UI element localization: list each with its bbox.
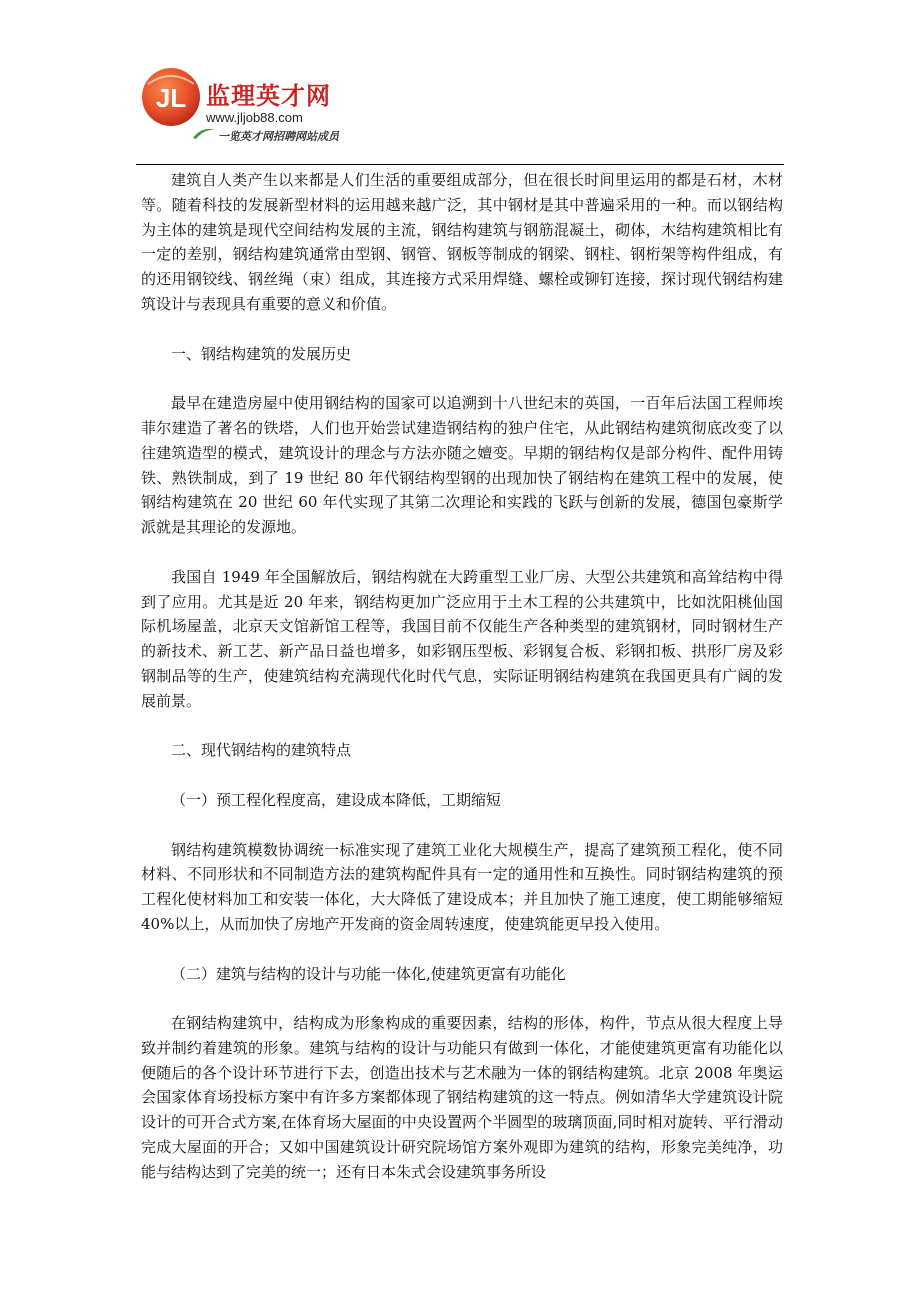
section-1-paragraph-1: 最早在建造房屋中使用钢结构的国家可以追溯到十八世纪末的英国，一百年后法国工程师埃菲尔建造了著名的铁塔，人们也开始尝试建造钢结构的独户住宅，从此钢结构建筑彻底改变了以往建筑造型的模式，建筑设计的理念与方法亦随之嬗变。早期的钢结构仅是部分构件、配件用铸铁、熟铁制成，到了 19 世纪 80 年代钢结构型钢的出现加快了钢结构在建筑工程中的发展，使钢结构建筑在 20 世纪 60 年代实现了其第二次理论和实践的飞跃与创新的发展，德国包豪斯学派就是其理论的发源地。 bbox=[141, 394, 783, 537]
section-1-heading: 一、钢结构建筑的发展历史 bbox=[171, 344, 352, 363]
subsection-1-heading: （一）预工程化程度高，建设成本降低，工期缩短 bbox=[171, 790, 502, 809]
site-logo[interactable] bbox=[140, 66, 380, 146]
subsection-2-paragraph: 在钢结构建筑中，结构成为形象构成的重要因素，结构的形体，构件，节点从很大程度上导致并制约着建筑的形象。建筑与结构的设计与功能只有做到一体化，才能使建筑更富有功能化以便随后的各个设计环节进行下去，创造出技术与艺术融为一体的钢结构建筑。北京 2008 年奥运会国家体育场投标方案中有许多方案都体现了钢结构建筑的这一特点。例如清华大学建筑设计院设计的可开合式方案,在体育场大屋面的中央设置两个半圆型的玻璃顶面,同时相对旋转、平行滑动完成大屋面的开合；又如中国建筑设计研究院场馆方案外观即为建筑的结构，形象完美纯净，功能与结构达到了完美的统一；还有日本朱式会设建筑事务所设 bbox=[141, 1014, 783, 1181]
logo-mark-text: JL bbox=[155, 83, 187, 113]
section-2-heading: 二、现代钢结构的建筑特点 bbox=[171, 741, 352, 760]
logo-url: www.jljob88.com bbox=[206, 110, 303, 125]
section-1-paragraph-2: 我国自 1949 年全国解放后，钢结构就在大跨重型工业厂房、大型公共建筑和高耸结构中得到了应用。尤其是近 20 年来，钢结构更加广泛应用于土木工程的公共建筑中，比如沈阳桃仙国际机场屋盖，北京天文馆新馆工程等，我国目前不仅能生产各种类型的建筑钢材，同时钢材生产的新技术、新工艺、新产品日益也增多，如彩钢压型板、彩钢复合板、彩钢扣板、拱形厂房及彩钢制品等的生产，使建筑结构充满现代化时代气息，实际证明钢结构建筑在我国更具有广阔的发展前景。 bbox=[141, 567, 783, 710]
jl-badge-icon bbox=[140, 66, 202, 128]
logo-title: 监理英才网 bbox=[206, 82, 331, 110]
header-divider bbox=[136, 164, 784, 165]
logo-tagline: 一览英才网招聘网站成员 bbox=[218, 130, 339, 143]
subsection-1-paragraph: 钢结构建筑模数协调统一标准实现了建筑工业化大规模生产，提高了建筑预工程化，使不同材料、不同形状和不同制造方法的建筑构配件具有一定的通用性和互换性。同时钢结构建筑的预工程化使材料加工和安装一体化，大大降低了建设成本；并且加快了施工速度，使工期能够缩短 40%以上，从而加快了房地产开发商的资金周转速度，使建筑能更早投入使用。 bbox=[141, 840, 783, 933]
subsection-2-heading: （二）建筑与结构的设计与功能一体化,使建筑更富有功能化 bbox=[171, 964, 566, 983]
intro-paragraph: 建筑自人类产生以来都是人们生活的重要组成部分，但在很长时间里运用的都是石材，木材等。随着科技的发展新型材料的运用越来越广泛，其中钢材是其中普遍采用的一种。而以钢结构为主体的建筑是现代空间结构发展的主流，钢结构建筑与钢筋混凝土，砌体，木结构建筑相比有一定的差别，钢结构建筑通常由型钢、钢管、钢板等制成的钢梁、钢柱、钢桁架等构件组成，有的还用钢铰线、钢丝绳（束）组成，其连接方式采用焊缝、螺栓或铆钉连接，探讨现代钢结构建筑设计与表现具有重要的意义和价值。 bbox=[141, 171, 783, 313]
article-body bbox=[141, 168, 783, 1185]
swoosh-icon bbox=[192, 126, 216, 140]
